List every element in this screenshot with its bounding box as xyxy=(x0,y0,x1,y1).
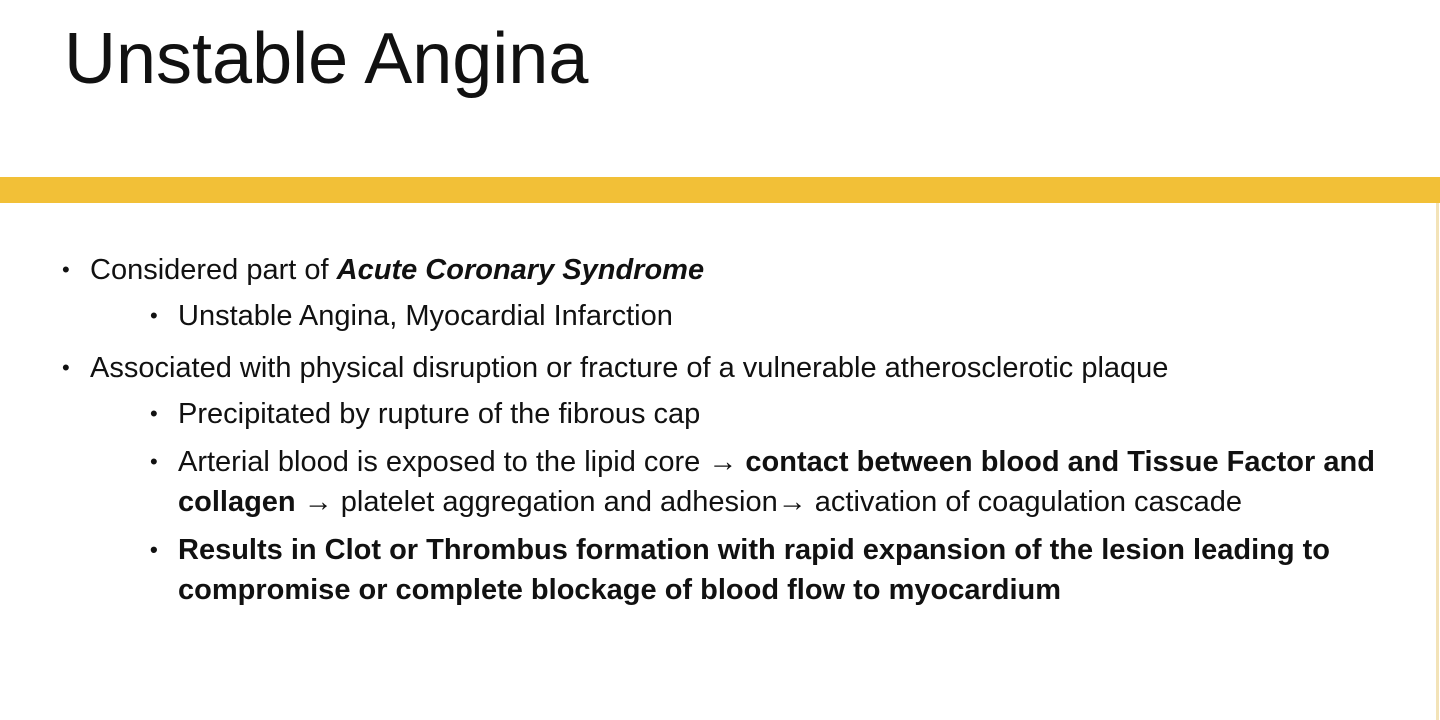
bullet-emphasis: Acute Coronary Syndrome xyxy=(336,254,705,286)
bullet-acs xyxy=(62,250,1392,336)
slide-body xyxy=(62,250,1392,610)
accent-bar xyxy=(0,177,1440,203)
sub-list xyxy=(90,296,1392,336)
bullet-plaque xyxy=(62,348,1392,610)
sub-bullet: • Precipitated by rupture of the fibrous cap xyxy=(150,394,1392,434)
sub-bullet-thrombus: • Results in Clot or Thrombus formation with rapid expansion of the lesion leading to compromise or complete blockage of blood flow to myocardium xyxy=(150,530,1392,610)
text: → platelet aggregation and adhesion→ activation of coagulation cascade xyxy=(295,486,1243,518)
slide-title: Unstable Angina xyxy=(64,19,589,99)
sub-bullet-cascade xyxy=(150,442,1392,522)
bullet-text: Associated with physical disruption or fracture of a vulnerable atherosclerotic plaque xyxy=(90,352,1169,384)
bullet-list xyxy=(62,250,1392,610)
bold-text: contact between blood and Tissue Factor and collagen xyxy=(178,446,1375,518)
text: Arterial blood is exposed to the lipid core → xyxy=(178,446,746,478)
sub-list xyxy=(90,394,1392,610)
bullet-text: Considered part of xyxy=(90,254,337,286)
sub-bullet: • Unstable Angina, Myocardial Infarction xyxy=(150,296,1392,336)
slide-edge xyxy=(1436,203,1439,720)
